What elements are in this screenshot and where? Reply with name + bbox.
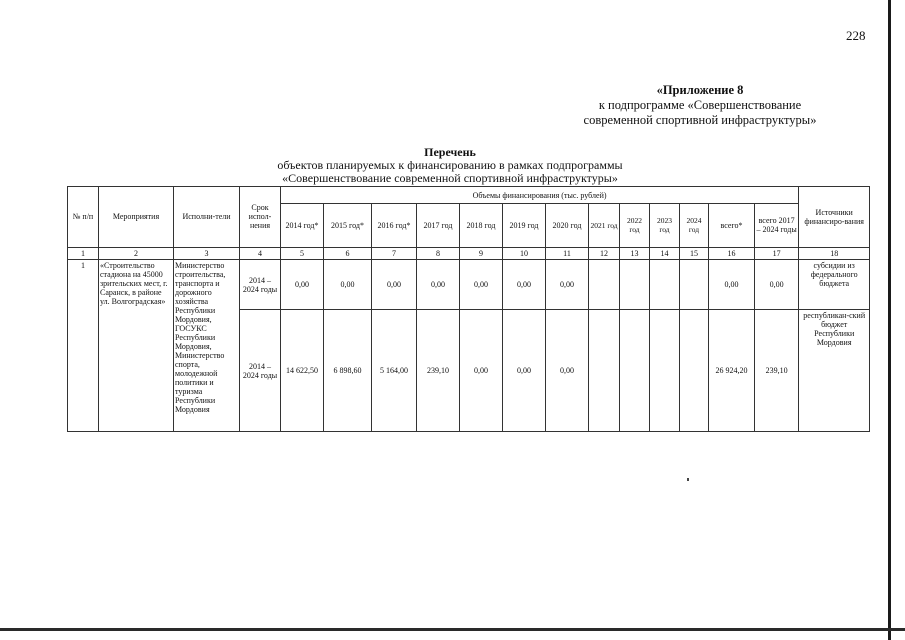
heading-title: Перечень: [424, 145, 476, 159]
value-cell: 0,00: [460, 310, 503, 432]
column-number: 12: [589, 247, 620, 259]
header-total-2017-2024: всего 2017 – 2024 годы: [755, 204, 799, 248]
appendix-line-1: к подпрограмме «Совершенствование: [598, 98, 802, 112]
total-cell: 0,00: [709, 259, 755, 310]
column-number: 11: [546, 247, 589, 259]
value-cell: [589, 310, 620, 432]
header-sources: Источники финансиро-вания: [799, 187, 870, 248]
table-row-federal: [68, 259, 870, 310]
column-number: 18: [799, 247, 870, 259]
appendix-block: [520, 83, 880, 128]
column-number: 14: [650, 247, 680, 259]
header-year: 2021 год: [589, 204, 620, 248]
header-funding-group: Объемы финансирования (тыс. рублей): [281, 187, 799, 204]
appendix-title: «Приложение 8: [656, 83, 744, 97]
appendix-line-2: современной спортивной инфраструктуры»: [583, 113, 817, 127]
header-year: 2014 год*: [281, 204, 324, 248]
value-cell: 0,00: [281, 259, 324, 310]
value-cell: 14 622,50: [281, 310, 324, 432]
column-number: 9: [460, 247, 503, 259]
value-cell: 0,00: [546, 310, 589, 432]
heading-line-2: «Совершенствование современной спортивной инфраструктуры»: [282, 171, 618, 185]
heading-line-1: объектов планируемых к финансированию в рамках подпрограммы: [277, 158, 623, 172]
value-cell: 0,00: [503, 310, 546, 432]
source-cell: субсидии из федерального бюджета: [799, 259, 870, 310]
header-term: Срок испол-нения: [240, 187, 281, 248]
value-cell: [620, 310, 650, 432]
header-row-1: [68, 187, 870, 204]
header-year: 2017 год: [417, 204, 460, 248]
value-cell: 0,00: [372, 259, 417, 310]
header-year: 2019 год: [503, 204, 546, 248]
term-cell: 2014 – 2024 годы: [240, 310, 281, 432]
scan-edge-bottom: [0, 628, 905, 631]
total-cell: 26 924,20: [709, 310, 755, 432]
header-num: № п/п: [68, 187, 99, 248]
source-cell: республикан-ский бюджет Республики Мордовия: [799, 310, 870, 432]
row-number: 1: [68, 259, 99, 431]
page-number: 228: [846, 28, 866, 43]
value-cell: 0,00: [546, 259, 589, 310]
value-cell: [680, 259, 709, 310]
value-cell: [680, 310, 709, 432]
header-executors: Исполни-тели: [174, 187, 240, 248]
document-heading: [240, 146, 660, 185]
column-number: 7: [372, 247, 417, 259]
header-year: 2016 год*: [372, 204, 417, 248]
header-year: 2022 год: [620, 204, 650, 248]
header-year: 2020 год: [546, 204, 589, 248]
value-cell: [620, 259, 650, 310]
value-cell: [650, 259, 680, 310]
column-number: 17: [755, 247, 799, 259]
header-total: всего*: [709, 204, 755, 248]
value-cell: 0,00: [460, 259, 503, 310]
column-number: 6: [324, 247, 372, 259]
column-number-row: [68, 247, 870, 259]
scan-edge-right: [888, 0, 891, 640]
column-number: 13: [620, 247, 650, 259]
column-number: 2: [99, 247, 174, 259]
value-cell: [650, 310, 680, 432]
header-year: 2024 год: [680, 204, 709, 248]
column-number: 8: [417, 247, 460, 259]
executors-list: Министерство строительства, транспорта и дорожного хозяйства Республики Мордовия, ГОСУКС Республики Мордовия, Министерство спорта, молодежной политики и туризма Республики Мордовия: [174, 259, 240, 431]
financing-table: [67, 186, 870, 432]
column-number: 10: [503, 247, 546, 259]
column-number: 5: [281, 247, 324, 259]
column-number: 16: [709, 247, 755, 259]
total-2017-2024-cell: 239,10: [755, 310, 799, 432]
header-year: 2018 год: [460, 204, 503, 248]
column-number: 4: [240, 247, 281, 259]
header-event: Мероприятия: [99, 187, 174, 248]
value-cell: [589, 259, 620, 310]
column-number: 15: [680, 247, 709, 259]
scan-speck: [687, 478, 689, 481]
value-cell: 0,00: [417, 259, 460, 310]
value-cell: 239,10: [417, 310, 460, 432]
value-cell: 6 898,60: [324, 310, 372, 432]
term-cell: 2014 – 2024 годы: [240, 259, 281, 310]
value-cell: 0,00: [503, 259, 546, 310]
column-number: 3: [174, 247, 240, 259]
column-number: 1: [68, 247, 99, 259]
event-name: «Строительство стадиона на 45000 зрительских мест, г. Саранск, в районе ул. Волгоградская»: [99, 259, 174, 431]
value-cell: 5 164,00: [372, 310, 417, 432]
total-2017-2024-cell: 0,00: [755, 259, 799, 310]
header-year: 2023 год: [650, 204, 680, 248]
value-cell: 0,00: [324, 259, 372, 310]
header-year: 2015 год*: [324, 204, 372, 248]
